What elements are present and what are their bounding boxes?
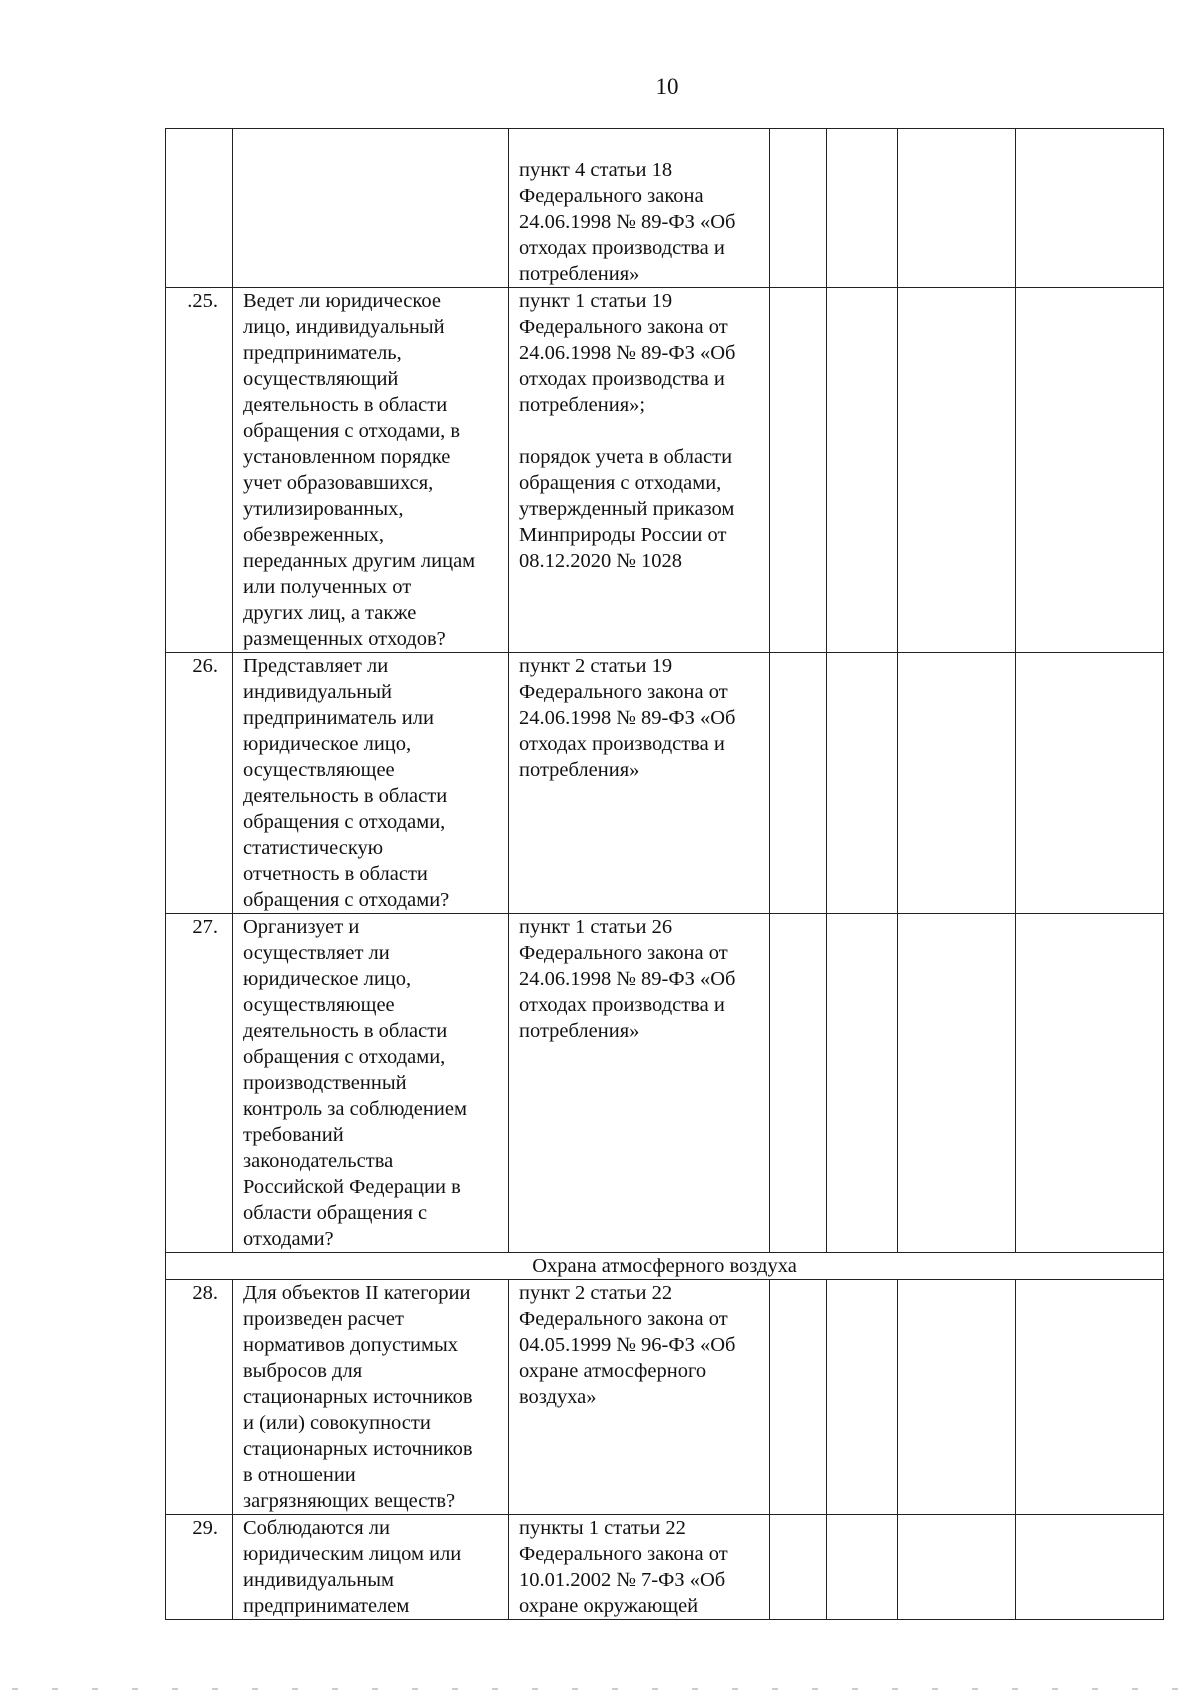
row-number: 28. xyxy=(166,1280,233,1515)
answer-cell-yes xyxy=(770,1280,827,1515)
requirement-question: Соблюдаются ли юридическим лицом или индивидуальным предпринимателем xyxy=(233,1515,509,1620)
comment-cell xyxy=(1016,1280,1164,1515)
answer-cell-yes xyxy=(770,653,827,914)
requirement-question: Организует и осуществляет ли юридическое лицо, осуществляющее деятельность в области обращения с отходами, производственный контроль за соблюдением требований законодательства Российской Федерации в области обращения с отходами? xyxy=(233,914,509,1253)
answer-cell-not-applicable xyxy=(898,288,1016,653)
table-row xyxy=(166,914,1164,1253)
legal-reference: пункт 1 статьи 26 Федерального закона от 24.06.1998 № 89-ФЗ «Об отходах производства и потребления» xyxy=(509,914,770,1253)
row-number: 27. xyxy=(166,914,233,1253)
answer-cell-not-applicable xyxy=(898,1515,1016,1620)
row-number: 29. xyxy=(166,1515,233,1620)
comment-cell xyxy=(1016,288,1164,653)
comment-cell xyxy=(1016,1515,1164,1620)
scan-edge-marks xyxy=(12,1688,1188,1690)
legal-reference: пункт 2 статьи 22 Федерального закона от 04.05.1999 № 96-ФЗ «Об охране атмосферного воздуха» xyxy=(509,1280,770,1515)
requirement-question xyxy=(233,129,509,288)
answer-cell-yes xyxy=(770,1515,827,1620)
answer-cell-no xyxy=(827,1280,898,1515)
row-number: 26. xyxy=(166,653,233,914)
comment-cell xyxy=(1016,129,1164,288)
table-row xyxy=(166,653,1164,914)
legal-reference: пункт 2 статьи 19 Федерального закона от 24.06.1998 № 89-ФЗ «Об отходах производства и потребления» xyxy=(509,653,770,914)
answer-cell-no xyxy=(827,288,898,653)
legal-reference: пункты 1 статьи 22 Федерального закона от 10.01.2002 № 7-ФЗ «Об охране окружающей xyxy=(509,1515,770,1620)
answer-cell-no xyxy=(827,914,898,1253)
answer-cell-yes xyxy=(770,129,827,288)
answer-cell-not-applicable xyxy=(898,653,1016,914)
answer-cell-not-applicable xyxy=(898,1280,1016,1515)
legal-reference: пункт 1 статьи 19 Федерального закона от 24.06.1998 № 89-ФЗ «Об отходах производства и потребления»; порядок учета в области обращения с отходами, утвержденный приказом Минприроды России от 08.12.2020 № 1028 xyxy=(509,288,770,653)
section-title: Охрана атмосферного воздуха xyxy=(166,1253,1164,1280)
answer-cell-no xyxy=(827,129,898,288)
legal-reference: пункт 4 статьи 18 Федерального закона 24.06.1998 № 89-ФЗ «Об отходах производства и потребления» xyxy=(509,129,770,288)
comment-cell xyxy=(1016,653,1164,914)
row-number xyxy=(166,129,233,288)
page-number: 10 xyxy=(655,74,679,99)
requirement-question: Для объектов II категории произведен расчет нормативов допустимых выбросов для стационарных источников и (или) совокупности стационарных источников в отношении загрязняющих веществ? xyxy=(233,1280,509,1515)
answer-cell-yes xyxy=(770,914,827,1253)
table-row xyxy=(166,1515,1164,1620)
requirement-question: Представляет ли индивидуальный предприниматель или юридическое лицо, осуществляющее деятельность в области обращения с отходами, статистическую отчетность в области обращения с отходами? xyxy=(233,653,509,914)
answer-cell-no xyxy=(827,1515,898,1620)
answer-cell-no xyxy=(827,653,898,914)
checklist-table xyxy=(165,128,1164,1620)
answer-cell-not-applicable xyxy=(898,914,1016,1253)
answer-cell-yes xyxy=(770,288,827,653)
requirement-question: Ведет ли юридическое лицо, индивидуальный предприниматель, осуществляющий деятельность в области обращения с отходами, в установленном порядке учет образовавшихся, утилизированных, обезвреженных, переданных другим лицам или полученных от других лиц, а также размещенных отходов? xyxy=(233,288,509,653)
row-number: .25. xyxy=(166,288,233,653)
answer-cell-not-applicable xyxy=(898,129,1016,288)
table-row xyxy=(166,129,1164,288)
comment-cell xyxy=(1016,914,1164,1253)
table-row xyxy=(166,1280,1164,1515)
section-header-row xyxy=(166,1253,1164,1280)
table-row xyxy=(166,288,1164,653)
